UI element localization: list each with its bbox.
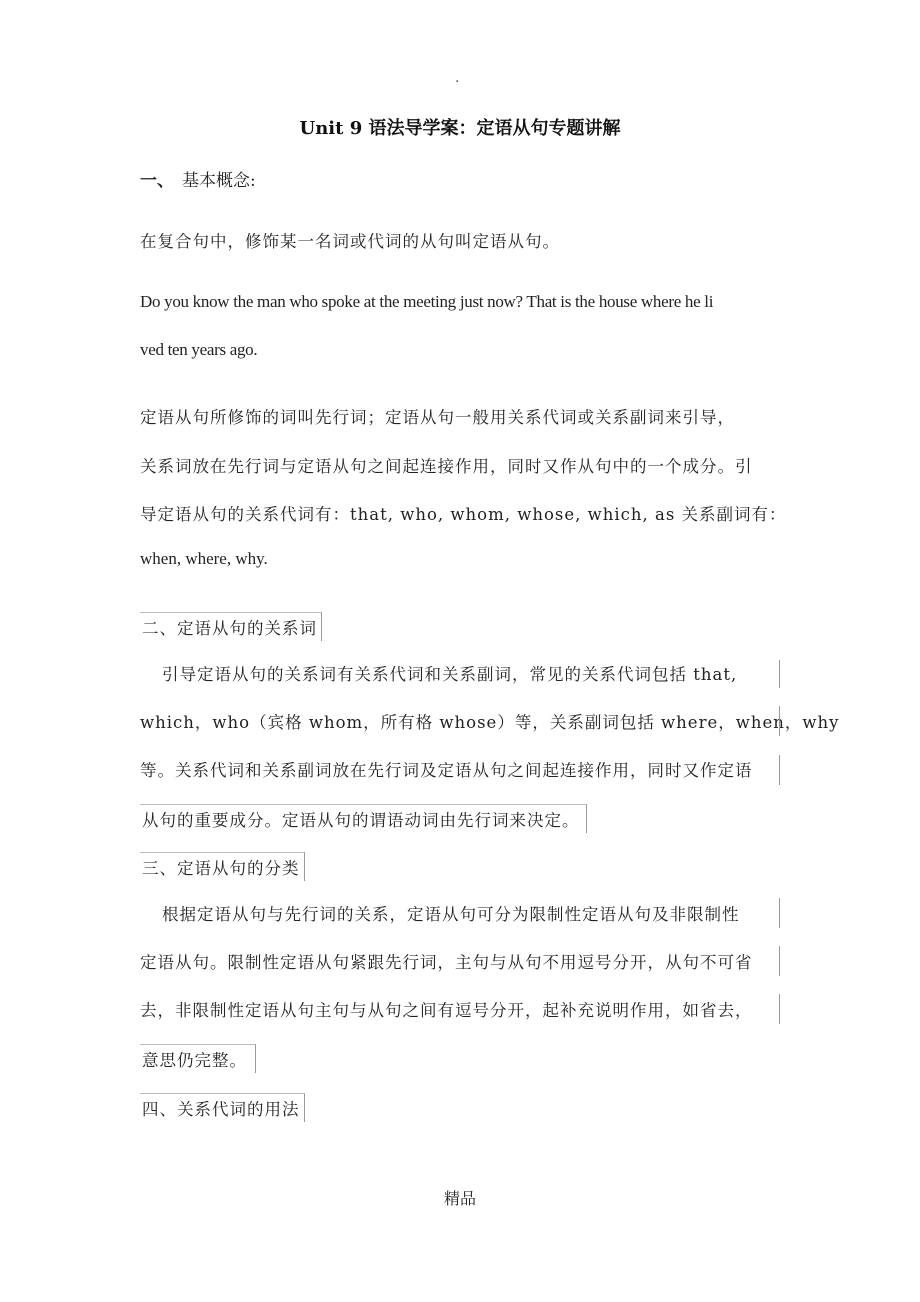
margin-mark (779, 755, 780, 785)
margin-mark (779, 898, 780, 928)
section3-heading: 三、定语从句的分类 (140, 852, 305, 881)
section2-line-3: 等。关系代词和关系副词放在先行词及定语从句之间起连接作用，同时又作定语 (140, 761, 753, 780)
margin-mark (779, 706, 780, 736)
example-line-1: Do you know the man who spoke at the meeting just now? That is the house where he li (140, 292, 714, 311)
section2-line-1: 引导定语从句的关系词有关系代词和关系副词，常见的关系代词包括 that, (162, 665, 738, 684)
section3-line-3: 去，非限制性定语从句主句与从句之间有逗号分开，起补充说明作用，如省去， (140, 1001, 753, 1020)
section3-line-4: 意思仍完整。 (140, 1044, 256, 1073)
section3-line-1: 根据定语从句与先行词的关系，定语从句可分为限制性定语从句及非限制性 (162, 905, 740, 924)
margin-mark (779, 946, 780, 976)
section1-heading-text: 基本概念: (182, 171, 256, 191)
section2-line-2: which，who（宾格 whom，所有格 whose）等，关系副词包括 where，when，why (140, 713, 840, 732)
section2-line-4: 从句的重要成分。定语从句的谓语动词由先行词来决定。 (140, 804, 587, 833)
section1-heading (140, 166, 256, 191)
example-line-2: ved ten years ago. (140, 340, 258, 359)
section4-heading: 四、关系代词的用法 (140, 1093, 305, 1122)
page-footer: 精品 (443, 1189, 476, 1208)
section2-heading: 二、定语从句的关系词 (140, 612, 322, 641)
header-dot: . (455, 70, 460, 86)
para1-line-3: 导定语从句的关系代词有：that, who, whom, whose, which, as 关系副词有： (140, 505, 787, 524)
para1-line-4: when, where, why. (140, 549, 268, 568)
margin-mark (779, 660, 780, 688)
definition-text: 在复合句中，修饰某一名词或代词的从句叫定语从句。 (140, 232, 560, 251)
para1-line-1: 定语从句所修饰的词叫先行词；定语从句一般用关系代词或关系副词来引导， (140, 408, 735, 427)
margin-mark (779, 994, 780, 1024)
para1-line-2: 关系词放在先行词与定语从句之间起连接作用，同时又作从句中的一个成分。引 (140, 457, 753, 476)
page-title: Unit 9 语法导学案：定语从句专题讲解 (299, 118, 621, 139)
section3-line-2: 定语从句。限制性定语从句紧跟先行词，主句与从句不用逗号分开，从句不可省 (140, 953, 753, 972)
section1-heading-num: 一、 (140, 171, 174, 191)
